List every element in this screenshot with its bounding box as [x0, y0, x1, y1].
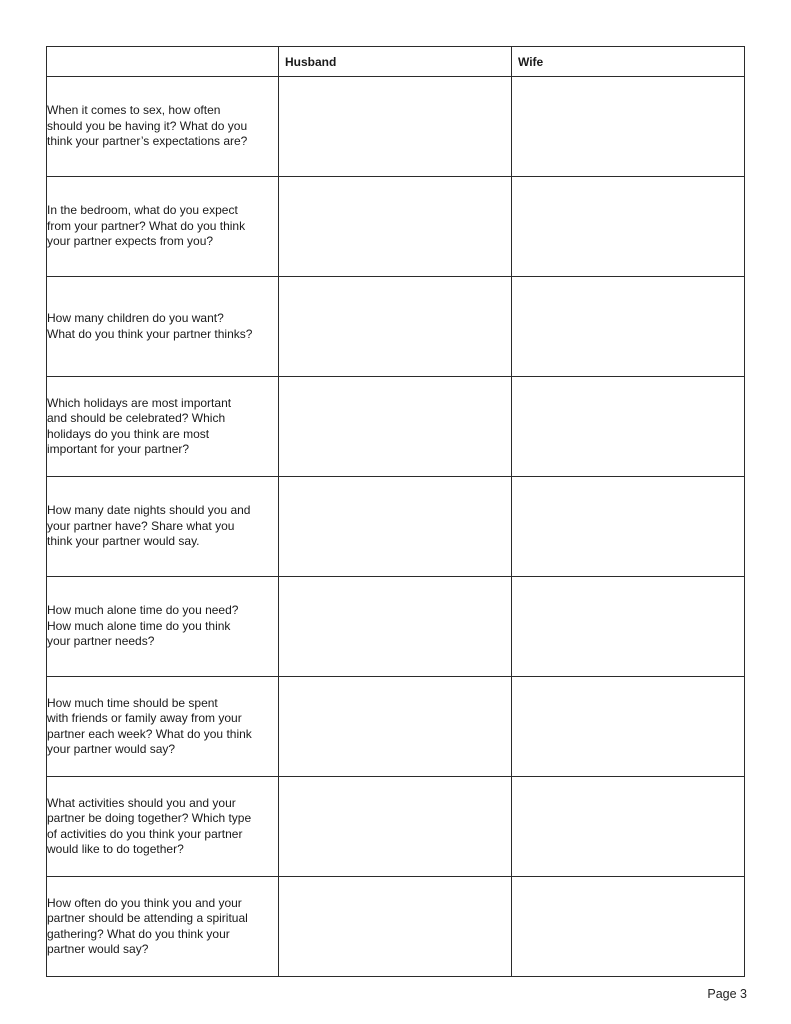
table-row: [47, 77, 745, 177]
wife-answer-cell[interactable]: [512, 677, 745, 777]
question-cell: When it comes to sex, how often should you be having it? What do you think your partner’s expectations are?: [47, 77, 279, 177]
wife-answer-cell[interactable]: [512, 577, 745, 677]
wife-answer-cell[interactable]: [512, 377, 745, 477]
header-wife: Wife: [512, 47, 745, 77]
table-row: [47, 277, 745, 377]
table-row: [47, 477, 745, 577]
table-row: [47, 777, 745, 877]
header-husband: Husband: [279, 47, 512, 77]
header-question: [47, 47, 279, 77]
question-cell: In the bedroom, what do you expect from your partner? What do you think your partner expects from you?: [47, 177, 279, 277]
husband-answer-cell[interactable]: [279, 377, 512, 477]
husband-answer-cell[interactable]: [279, 677, 512, 777]
question-cell: How often do you think you and your partner should be attending a spiritual gathering? What do you think your partner would say?: [47, 877, 279, 977]
wife-answer-cell[interactable]: [512, 177, 745, 277]
table-row: [47, 377, 745, 477]
wife-answer-cell[interactable]: [512, 477, 745, 577]
table-row: [47, 577, 745, 677]
worksheet-table: [46, 46, 745, 977]
question-cell: How many date nights should you and your partner have? Share what you think your partner would say.: [47, 477, 279, 577]
page-number: Page 3: [707, 987, 747, 1001]
husband-answer-cell[interactable]: [279, 877, 512, 977]
table-row: [47, 177, 745, 277]
table-row: [47, 677, 745, 777]
husband-answer-cell[interactable]: [279, 477, 512, 577]
husband-answer-cell[interactable]: [279, 177, 512, 277]
husband-answer-cell[interactable]: [279, 577, 512, 677]
question-cell: Which holidays are most important and should be celebrated? Which holidays do you think are most important for your partner?: [47, 377, 279, 477]
husband-answer-cell[interactable]: [279, 777, 512, 877]
wife-answer-cell[interactable]: [512, 77, 745, 177]
question-cell: How many children do you want? What do you think your partner thinks?: [47, 277, 279, 377]
table-row: [47, 877, 745, 977]
husband-answer-cell[interactable]: [279, 77, 512, 177]
wife-answer-cell[interactable]: [512, 277, 745, 377]
wife-answer-cell[interactable]: [512, 777, 745, 877]
wife-answer-cell[interactable]: [512, 877, 745, 977]
header-row: [47, 47, 745, 77]
question-cell: How much alone time do you need? How much alone time do you think your partner needs?: [47, 577, 279, 677]
husband-answer-cell[interactable]: [279, 277, 512, 377]
question-cell: What activities should you and your partner be doing together? Which type of activities do you think your partner would like to do together?: [47, 777, 279, 877]
question-cell: How much time should be spent with friends or family away from your partner each week? What do you think your partner would say?: [47, 677, 279, 777]
